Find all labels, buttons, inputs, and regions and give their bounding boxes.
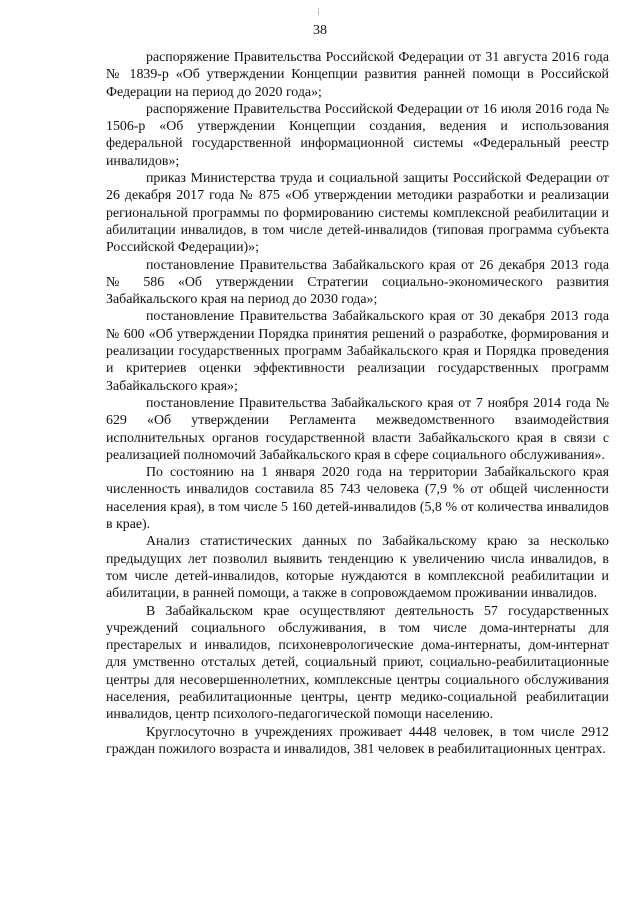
paragraph-9: В Забайкальском крае осуществляют деятельность 57 государственных учреждений социального обслуживания, в том числе дома-интернаты для престарелых и инвалидов, психоневрологические дома-интернаты, дом-интернат для умственно отсталых детей, социальный приют, социально-реабилитационные центры для несовершеннолетних, комплексные центры социального обслуживания населения, реабилитационные центры, центр медико-социальной реабилитации инвалидов, центр психолого-педагогической помощи населению. bbox=[106, 603, 609, 723]
paragraph-10: Круглосуточно в учреждениях проживает 4448 человек, в том числе 2912 граждан пожилого возраста и инвалидов, 381 человек в реабилитационных центрах. bbox=[106, 724, 609, 757]
paragraph-2: распоряжение Правительства Российской Федерации от 16 июля 2016 года № 1506-р «Об утверждении Концепции создания, ведения и использования федеральной государственной информационной системы «Федеральный реестр инвалидов»; bbox=[106, 101, 609, 169]
paragraph-7: По состоянию на 1 января 2020 года на территории Забайкальского края численность инвалидов составила 85 743 человека (7,9 % от общей численности населения края), в том числе 5 160 детей-инвалидов (5,8 % от количества инвалидов в крае). bbox=[106, 465, 609, 533]
page-number: 38 bbox=[313, 23, 327, 38]
paragraph-3: приказ Министерства труда и социальной защиты Российской Федерации от 26 декабря 2017 года № 875 «Об утверждении методики разработки и реализации региональной программы по формированию системы комплексной реабилитации и абилитации инвалидов, в том числе детей-инвалидов (типовая программа субъекта Российской Федерации)»; bbox=[106, 171, 609, 256]
paragraph-4: постановление Правительства Забайкальского края от 26 декабря 2013 года № 586 «Об утверждении Стратегии социально-экономического развития Забайкальского края на период до 2030 года»; bbox=[106, 257, 609, 308]
paragraph-1: распоряжение Правительства Российской Федерации от 31 августа 2016 года № 1839-р «Об утверждении Концепции развития ранней помощи в Российской Федерации на период до 2020 года»; bbox=[106, 50, 609, 100]
document-body bbox=[106, 49, 609, 758]
paragraph-6: постановление Правительства Забайкальского края от 7 ноября 2014 года № 629 «Об утверждении Регламента межведомственного взаимодействия исполнительных органов государственной власти Забайкальского края в связи с реализацией полномочий Забайкальского края в сфере социального обслуживания». bbox=[106, 395, 609, 463]
paragraph-8: Анализ статистических данных по Забайкальскому краю за несколько предыдущих лет позволил выявить тенденцию к увеличению числа инвалидов, в том числе детей-инвалидов, которые нуждаются в комплексной реабилитации и абилитации, в ранней помощи, а также в сопровождаемом проживании инвалидов. bbox=[106, 534, 609, 602]
scan-artifact bbox=[318, 8, 319, 15]
paragraph-5: постановление Правительства Забайкальского края от 30 декабря 2013 года № 600 «Об утверждении Порядка принятия решений о разработке, формирования и реализации государственных программ Забайкальского края и Порядка проведения и критериев оценки эффективности реализации государственных программ Забайкальского края»; bbox=[106, 309, 609, 394]
